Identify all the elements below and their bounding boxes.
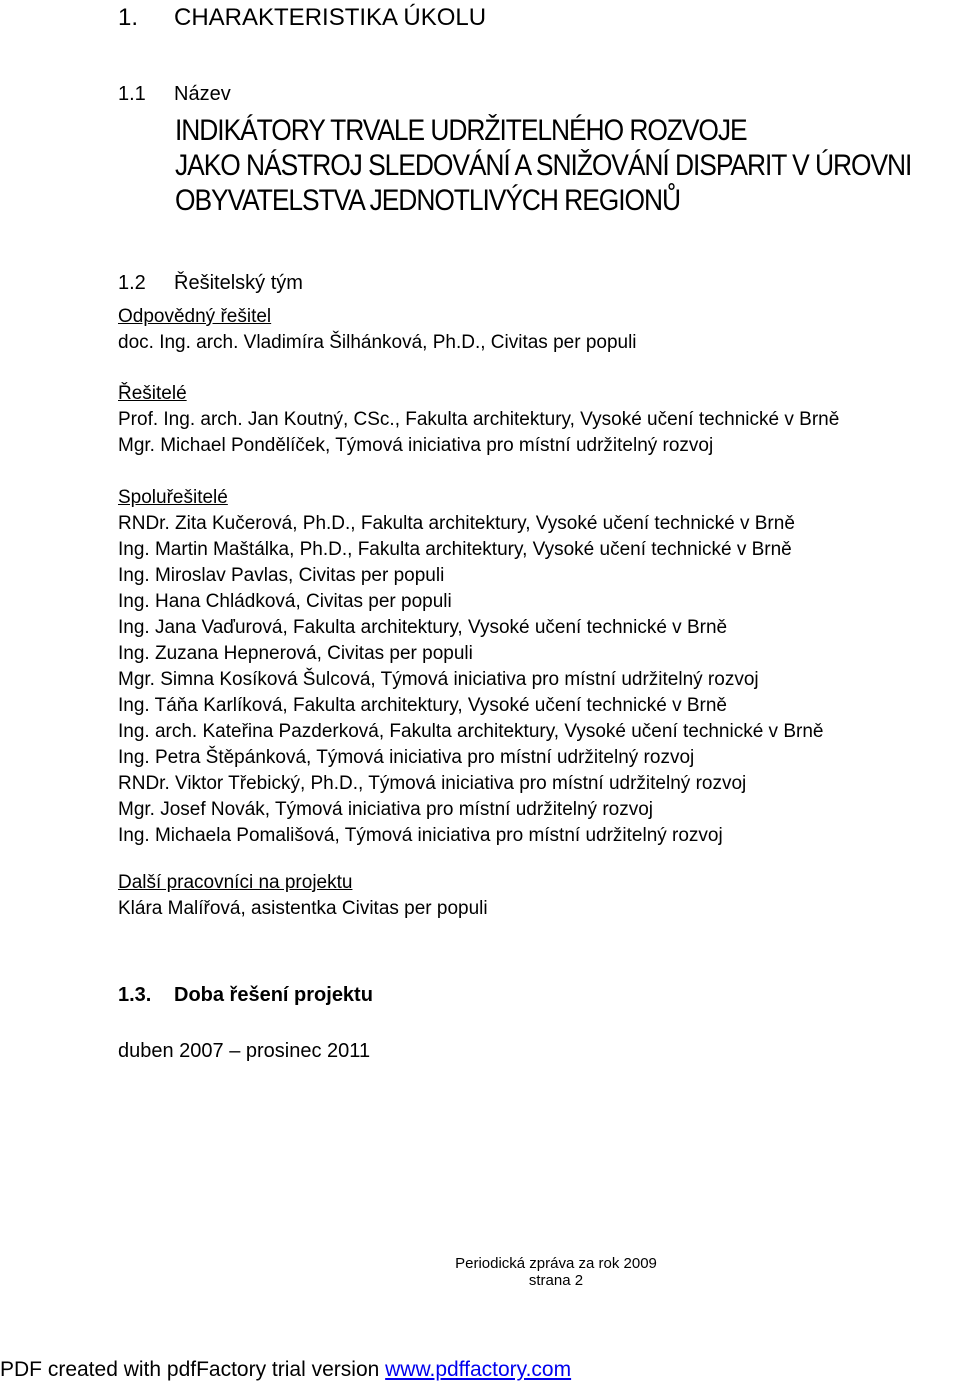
project-title-line-2: JAKO NÁSTROJ SLEDOVÁNÍ A SNIŽOVÁNÍ DISPARIT V ÚROVNI <box>175 149 912 182</box>
section-1-number: 1. <box>118 4 139 31</box>
responsible-heading: Odpovědný řešitel <box>118 306 272 327</box>
page-footer <box>426 1255 686 1289</box>
cosolver-item: Ing. Zuzana Hepnerová, Civitas per populi <box>118 643 473 664</box>
cosolver-item: Ing. Michaela Pomališová, Týmová iniciativa pro místní udržitelný rozvoj <box>118 825 723 846</box>
cosolver-item: Ing. Jana Vaďurová, Fakulta architektury, Vysoké učení technické v Brně <box>118 617 728 638</box>
cosolvers-heading: Spoluřešitelé <box>118 487 228 508</box>
cosolver-item: Ing. Miroslav Pavlas, Civitas per populi <box>118 565 445 586</box>
section-1-2-number: 1.2 <box>118 272 146 294</box>
cosolver-item: RNDr. Viktor Třebický, Ph.D., Týmová iniciativa pro místní udržitelný rozvoj <box>118 773 747 794</box>
section-1-2-label: Řešitelský tým <box>174 272 303 294</box>
solvers-block <box>118 381 839 459</box>
solver-item: Prof. Ing. arch. Jan Koutný, CSc., Fakulta architektury, Vysoké učení technické v Brně <box>118 409 840 430</box>
cosolver-item: Mgr. Josef Novák, Týmová iniciativa pro místní udržitelný rozvoj <box>118 799 654 820</box>
others-person: Klára Malířová, asistentka Civitas per populi <box>118 898 488 919</box>
cosolvers-block <box>118 485 823 849</box>
project-title-line-1: INDIKÁTORY TRVALE UDRŽITELNÉHO ROZVOJE <box>175 114 747 147</box>
section-1-1-number: 1.1 <box>118 83 146 105</box>
cosolver-item: Ing. Hana Chládková, Civitas per populi <box>118 591 452 612</box>
section-1-title: CHARAKTERISTIKA ÚKOLU <box>174 4 487 31</box>
others-block <box>118 870 488 922</box>
cosolver-item: Ing. arch. Kateřina Pazderková, Fakulta architektury, Vysoké učení technické v Brně <box>118 721 824 742</box>
cosolver-item: RNDr. Zita Kučerová, Ph.D., Fakulta architektury, Vysoké učení technické v Brně <box>118 513 795 534</box>
pdf-watermark-bar <box>0 1358 571 1382</box>
others-heading: Další pracovníci na projektu <box>118 872 353 893</box>
responsible-block <box>118 304 637 356</box>
solvers-heading: Řešitelé <box>118 383 187 404</box>
project-duration: duben 2007 – prosinec 2011 <box>118 1040 371 1062</box>
section-1-1-heading <box>118 83 231 106</box>
footer-page-number: strana 2 <box>528 1272 584 1289</box>
cosolver-item: Mgr. Simna Kosíková Šulcová, Týmová iniciativa pro místní udržitelný rozvoj <box>118 669 759 690</box>
pdffactory-link[interactable]: www.pdffactory.com <box>385 1358 572 1381</box>
section-1-3-label: Doba řešení projektu <box>174 984 373 1006</box>
section-1-2-heading <box>118 272 303 295</box>
section-1-heading <box>118 4 486 32</box>
section-1-3-number: 1.3. <box>118 984 152 1006</box>
section-1-1-label: Název <box>174 83 231 105</box>
cosolver-item: Ing. Petra Štěpánková, Týmová iniciativa pro místní udržitelný rozvoj <box>118 747 695 768</box>
cosolver-item: Ing. Martin Maštálka, Ph.D., Fakulta architektury, Vysoké učení technické v Brně <box>118 539 792 560</box>
project-title-line-3: OBYVATELSTVA JEDNOTLIVÝCH REGIONŮ <box>175 184 681 217</box>
footer-report-label: Periodická zpráva za rok 2009 <box>455 1255 657 1272</box>
cosolver-item: Ing. Táňa Karlíková, Fakulta architektury, Vysoké učení technické v Brně <box>118 695 728 716</box>
section-1-3-heading <box>118 984 373 1007</box>
responsible-person: doc. Ing. arch. Vladimíra Šilhánková, Ph.D., Civitas per populi <box>118 332 637 353</box>
solver-item: Mgr. Michael Pondělíček, Týmová iniciativa pro místní udržitelný rozvoj <box>118 435 714 456</box>
pdf-watermark-text: PDF created with pdfFactory trial version <box>0 1358 386 1381</box>
